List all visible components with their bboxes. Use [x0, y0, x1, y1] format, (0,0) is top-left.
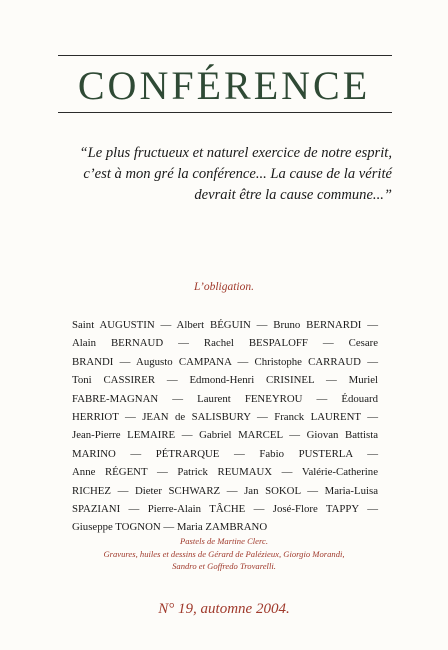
artwork-credits [0, 535, 448, 573]
author-line: MARINO — PÉTRARQUE — Fabio PUSTERLA — [72, 447, 378, 460]
page-title: CONFÉRENCE [77, 63, 371, 108]
section-title: L’obligation. [194, 281, 254, 293]
author-line: BRANDI — Augusto CAMPANA — Christophe CARRAUD — [72, 355, 378, 368]
author-line: Saint AUGUSTIN — Albert BÉGUIN — Bruno BERNARDI — [72, 319, 378, 331]
author-line: HERRIOT — JEAN de SALISBURY — Franck LAURENT — [72, 411, 378, 424]
top-rule [58, 55, 392, 56]
epigraph [56, 143, 392, 206]
author-list [72, 316, 378, 537]
author-line: SPAZIANI — Pierre-Alain TÂCHE — José-Flore TAPPY — [72, 503, 378, 516]
author-line: RICHEZ — Dieter SCHWARZ — Jan SOKOL — Maria-Luisa [72, 484, 378, 497]
author-line: FABRE-MAGNAN — Laurent FENEYROU — Édouard [72, 392, 378, 405]
author-line: Toni CASSIRER — Edmond-Henri CRISINEL — Muriel [72, 374, 378, 387]
credit-line: Sandro et Goffredo Trovarelli. [172, 561, 276, 572]
credit-line: Gravures, huiles et dessins de Gérard de Palézieux, Giorgio Morandi, [103, 548, 345, 559]
epigraph-line: devrait être la cause commune...” [194, 187, 392, 203]
epigraph-line: “Le plus fructueux et naturel exercice de notre esprit, [79, 145, 392, 161]
credit-line: Pastels de Martine Clerc. [180, 536, 268, 546]
author-line: Anne RÉGENT — Patrick REUMAUX — Valérie-Catherine [72, 466, 378, 479]
issue-number: N° 19, automne 2004. [158, 601, 290, 617]
author-line: Jean-Pierre LEMAIRE — Gabriel MARCEL — Giovan Battista [72, 429, 378, 442]
author-line: Giuseppe TOGNON — Maria ZAMBRANO [72, 521, 268, 534]
author-line: Alain BERNAUD — Rachel BESPALOFF — Cesare [72, 337, 378, 350]
epigraph-line: c’est à mon gré la conférence... La cause de la vérité [83, 166, 392, 182]
bottom-rule [58, 112, 392, 113]
